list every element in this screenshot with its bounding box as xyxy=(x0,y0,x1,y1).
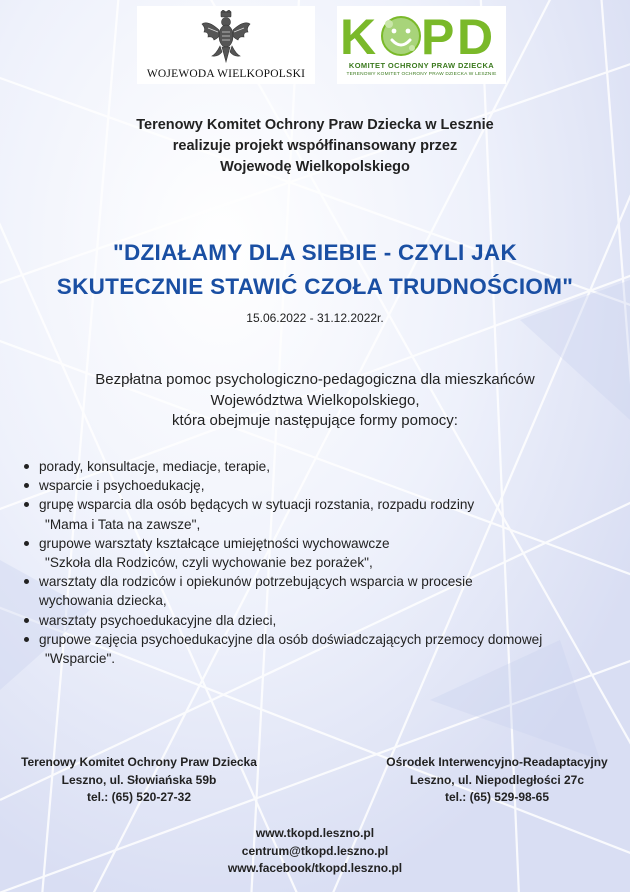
list-item xyxy=(22,611,627,630)
list-item-text: warsztaty psychoedukacyjne dla dzieci, xyxy=(39,612,277,628)
kopd-letter-k: K xyxy=(340,10,377,58)
contact-address: Leszno, ul. Niepodległości 27c xyxy=(409,772,585,787)
lead-line: Województwa Wielkopolskiego, xyxy=(210,391,420,409)
website-link[interactable]: www.tkopd.leszno.pl xyxy=(255,826,375,840)
title-line: "DZIAŁAMY DLA SIEBIE - CZYLI JAK xyxy=(112,240,518,265)
smiley-face-icon xyxy=(382,17,420,55)
contact-address: Leszno, ul. Słowiańska 59b xyxy=(61,772,217,787)
wojewoda-caption: WOJEWODA WIELKOPOLSKI xyxy=(146,68,306,80)
list-item-continuation: "Wsparcie". xyxy=(45,651,116,667)
contact-name: Ośrodek Interwencyjno-Readaptacyjny xyxy=(386,755,608,769)
list-item-continuation: wychowania dziecka, xyxy=(39,593,167,609)
kopd-letter-p: P xyxy=(421,10,455,58)
project-dates: 15.06.2022 - 31.12.2022r. xyxy=(246,311,384,325)
contact-tkopd xyxy=(4,754,274,807)
list-item xyxy=(22,476,627,495)
wojewoda-logo xyxy=(137,6,315,84)
facebook-link[interactable]: www.facebook/tkopd.leszno.pl xyxy=(227,861,403,875)
list-item xyxy=(22,534,627,572)
list-item-text: grupę wsparcia dla osób będących w sytuacji rozstania, rozpadu rodziny xyxy=(39,497,475,513)
contact-name: Terenowy Komitet Ochrony Praw Dziecka xyxy=(21,755,257,769)
intro-line: Wojewodę Wielkopolskiego xyxy=(220,159,410,175)
intro-text xyxy=(0,115,630,178)
list-item xyxy=(22,630,627,668)
list-item-text: porady, konsultacje, mediacje, terapie, xyxy=(39,459,270,474)
kopd-subtitle-small: TERENOWY KOMITET OCHRONY PRAW DZIECKA W LESZNIE xyxy=(346,72,497,77)
contact-links xyxy=(0,825,630,878)
bullet-icon xyxy=(24,483,29,488)
contact-osrodek xyxy=(366,754,628,807)
lead-line: która obejmuje następujące formy pomocy: xyxy=(172,412,458,429)
bullet-icon xyxy=(24,541,29,546)
kopd-logo xyxy=(337,6,506,84)
polish-eagle-icon xyxy=(200,10,252,64)
bullet-icon xyxy=(24,464,29,469)
kopd-letter-d: D xyxy=(457,10,494,58)
bullet-icon xyxy=(24,579,29,584)
title-line: SKUTECZNIE STAWIĆ CZOŁA TRUDNOŚCIOM" xyxy=(56,274,574,299)
list-item-text: warsztaty dla rodziców i opiekunów potrzebujących wsparcia w procesie xyxy=(39,574,473,590)
intro-line: Terenowy Komitet Ochrony Praw Dziecka w Lesznie xyxy=(136,117,494,133)
bullet-icon xyxy=(24,502,29,507)
bullet-icon xyxy=(24,618,29,623)
list-item xyxy=(22,457,627,476)
list-item xyxy=(22,572,627,610)
lead-line: Bezpłatna pomoc psychologiczno-pedagogiczna dla mieszkańców xyxy=(95,371,535,388)
list-item-continuation: "Szkoła dla Rodziców, czyli wychowanie bez porażek", xyxy=(45,555,373,571)
project-title xyxy=(0,236,630,304)
list-item-text: grupowe zajęcia psychoedukacyjne dla osób doświadczających przemocy domowej xyxy=(39,631,543,647)
list-item-text: wsparcie i psychoedukację, xyxy=(39,478,205,494)
kopd-subtitle: KOMITET OCHRONY PRAW DZIECKA xyxy=(348,61,495,70)
intro-line: realizuje projekt współfinansowany przez xyxy=(172,138,458,154)
list-item xyxy=(22,495,627,533)
lead-paragraph xyxy=(0,370,630,432)
kopd-wordmark xyxy=(337,10,506,58)
list-item-continuation: "Mama i Tata na zawsze", xyxy=(45,516,201,532)
bullet-icon xyxy=(24,637,29,642)
list-item-text: grupowe warsztaty kształcące umiejętności wychowawcze xyxy=(39,535,390,551)
email-link[interactable]: centrum@tkopd.leszno.pl xyxy=(241,843,389,858)
contact-phone: tel.: (65) 529-98-65 xyxy=(444,790,550,804)
contact-phone: tel.: (65) 520-27-32 xyxy=(86,790,192,804)
services-list xyxy=(22,457,627,668)
